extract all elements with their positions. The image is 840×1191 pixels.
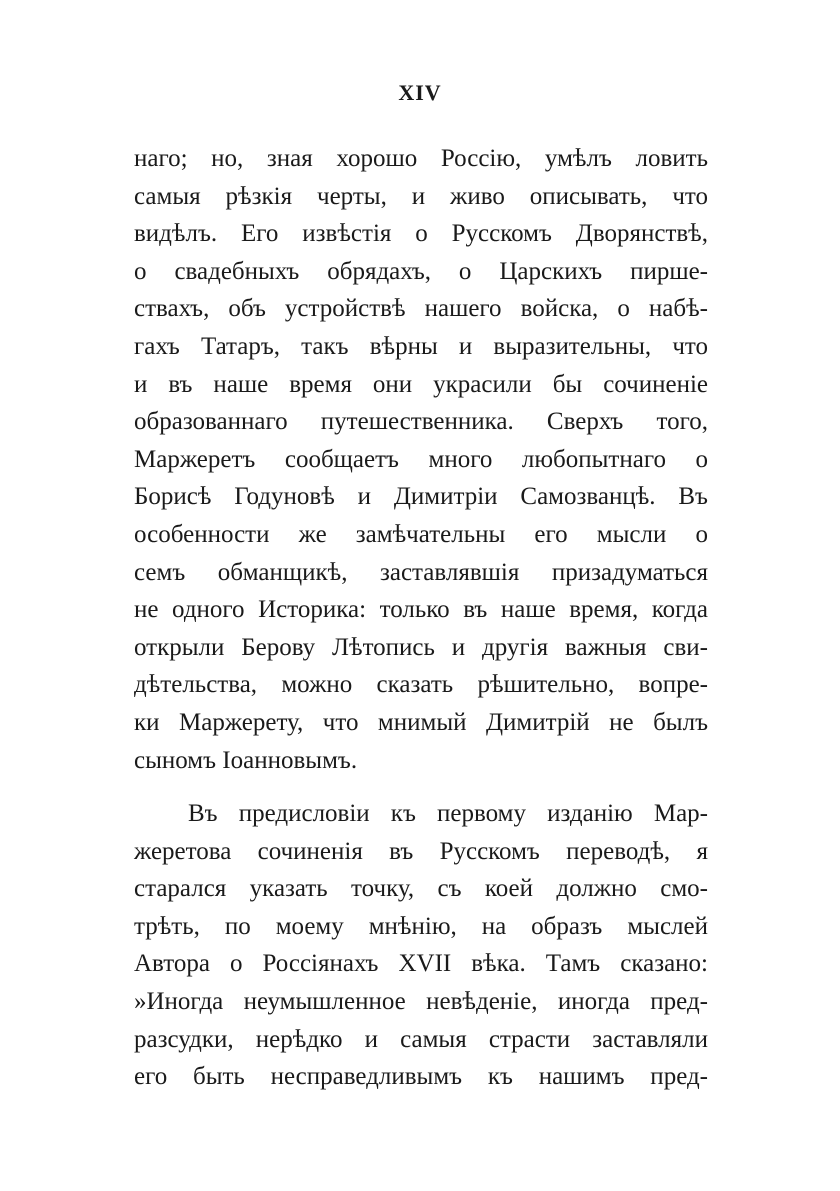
text-line: Автора о Россіянахъ XVII вѣка. Тамъ сказано: xyxy=(134,950,708,978)
text-line: жеретова сочиненія въ Русскомъ переводѣ, я xyxy=(134,837,708,865)
text-line: сыномъ Іоанновымъ. xyxy=(134,746,358,774)
text-line: дѣтельства, можно сказать рѣшительно, вопре- xyxy=(134,671,708,699)
text-line: его быть несправедливымъ къ нашимъ пред- xyxy=(134,1063,708,1091)
paragraph-gap xyxy=(134,779,708,795)
text-line: особенности же замѣчательны его мысли о xyxy=(134,520,708,548)
text-line: самыя рѣзкія черты, и живо описывать, что xyxy=(134,182,708,210)
text-line: открыли Берову Лѣтопись и другія важныя сви- xyxy=(134,633,708,661)
text-line: Въ предисловіи къ первому изданію Мар- xyxy=(188,800,708,828)
paragraph-2 xyxy=(134,795,708,1096)
text-line: о свадебныхъ обрядахъ, о Царскихъ пирше- xyxy=(134,257,708,285)
text-line: ствахъ, объ устройствѣ нашего войска, о набѣ- xyxy=(134,295,708,323)
text-line: образованнаго путешественника. Сверхъ того, xyxy=(134,408,708,436)
text-line: »Иногда неумышленное невѣденіе, иногда пред- xyxy=(134,988,708,1016)
text-line: наго; но, зная хорошо Россію, умѣлъ ловить xyxy=(134,145,708,172)
text-line: видѣлъ. Его извѣстія о Русскомъ Дворянствѣ, xyxy=(134,220,708,248)
page-number: XIV xyxy=(398,80,442,105)
text-line: не одного Историка: только въ наше время, когда xyxy=(134,596,708,624)
body-text xyxy=(134,140,708,1096)
text-line: гахъ Татаръ, такъ вѣрны и выразительны, что xyxy=(134,332,708,360)
text-line: старался указать точку, съ коей должно смо- xyxy=(134,875,708,903)
text-line: трѣть, по моему мнѣнію, на образъ мыслей xyxy=(134,912,708,940)
text-line: ки Маржерету, что мнимый Димитрій не былъ xyxy=(134,708,708,736)
text-line: семъ обманщикѣ, заставлявшія призадуматься xyxy=(134,558,708,586)
text-line: разсудки, нерѣдко и самыя страсти заставляли xyxy=(134,1025,708,1053)
paragraph-1 xyxy=(134,140,708,779)
text-line: и въ наше время они украсили бы сочиненіе xyxy=(134,370,708,398)
text-line: Маржеретъ сообщаетъ много любопытнаго о xyxy=(134,445,708,473)
text-line: Борисѣ Годуновѣ и Димитріи Самозванцѣ. Въ xyxy=(134,483,708,511)
